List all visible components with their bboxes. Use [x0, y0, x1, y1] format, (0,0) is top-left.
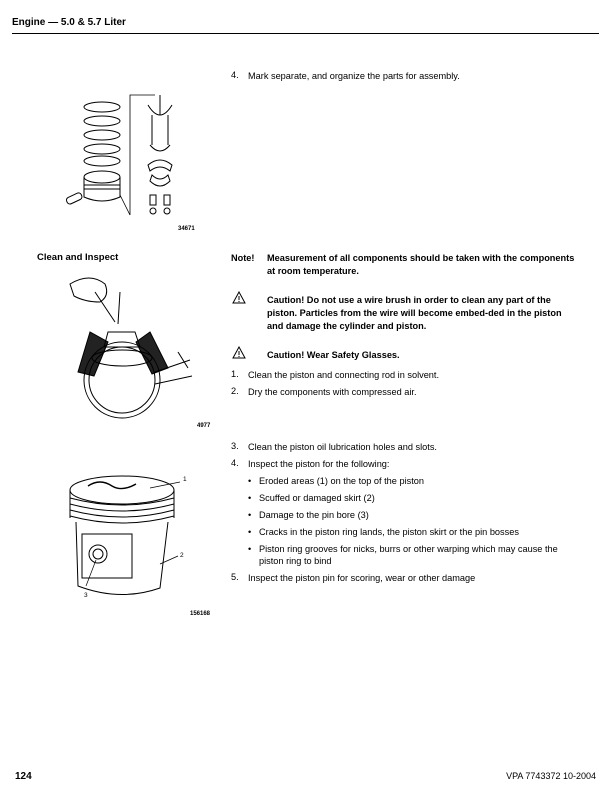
- header-title: Engine — 5.0 & 5.7 Liter: [12, 17, 126, 28]
- page-number: 124: [15, 771, 32, 782]
- step-text: Inspect the piston pin for scoring, wear or other damage: [248, 573, 476, 583]
- bullet-text: Damage to the pin bore (3): [259, 510, 369, 520]
- bullet-text: Piston ring grooves for nicks, burrs or other warping which may cause the piston ring to bind: [259, 544, 558, 566]
- figure-id: 34671: [178, 226, 195, 232]
- caution-text: Caution! Do not use a wire brush in order to clean any part of the piston. Particles from the wire will become embed-ded in the piston and damage the cylinder and piston.: [267, 295, 562, 331]
- figure-piston-inspection-illustration: [60, 468, 205, 608]
- step-text: Clean the piston oil lubrication holes and slots.: [248, 442, 437, 452]
- callout-3: 3: [84, 592, 88, 599]
- step-text: Dry the components with compressed air.: [248, 387, 417, 397]
- bullet-dot: •: [248, 493, 252, 503]
- step-number: 4.: [231, 458, 239, 468]
- header-rule: [12, 33, 599, 34]
- figure-piston-ring-removal-illustration: [60, 272, 200, 420]
- step-text: Inspect the piston for the following:: [248, 459, 390, 469]
- note-label: Note!: [231, 253, 255, 263]
- callout-1: 1: [183, 476, 187, 483]
- figure-id: 4977: [197, 423, 211, 429]
- warning-triangle-icon: [232, 346, 246, 359]
- caution-text: Caution! Wear Safety Glasses.: [267, 350, 400, 360]
- callout-2: 2: [180, 552, 184, 559]
- bullet-text: Scuffed or damaged skirt (2): [259, 493, 375, 503]
- step-text: Mark separate, and organize the parts for assembly.: [248, 71, 460, 81]
- step-number: 5.: [231, 572, 239, 582]
- step-text: Clean the piston and connecting rod in solvent.: [248, 370, 440, 380]
- document-id: VPA 7743372 10-2004: [506, 771, 596, 781]
- figure-id: 156168: [190, 611, 211, 617]
- step-number: 3.: [231, 441, 239, 451]
- bullet-text: Eroded areas (1) on the top of the piston: [259, 476, 424, 486]
- figure-piston-parts-illustration: [60, 85, 210, 225]
- step-number: 1.: [231, 369, 239, 379]
- warning-triangle-icon: [232, 291, 246, 304]
- note-text: Measurement of all components should be taken with the components at room temperature.: [267, 253, 575, 276]
- bullet-dot: •: [248, 544, 252, 554]
- section-heading: Clean and Inspect: [37, 252, 119, 263]
- bullet-dot: •: [248, 527, 252, 537]
- step-number: 2.: [231, 386, 239, 396]
- bullet-dot: •: [248, 510, 252, 520]
- bullet-text: Cracks in the piston ring lands, the piston skirt or the pin bosses: [259, 527, 519, 537]
- bullet-dot: •: [248, 476, 252, 486]
- step-number: 4.: [231, 70, 239, 80]
